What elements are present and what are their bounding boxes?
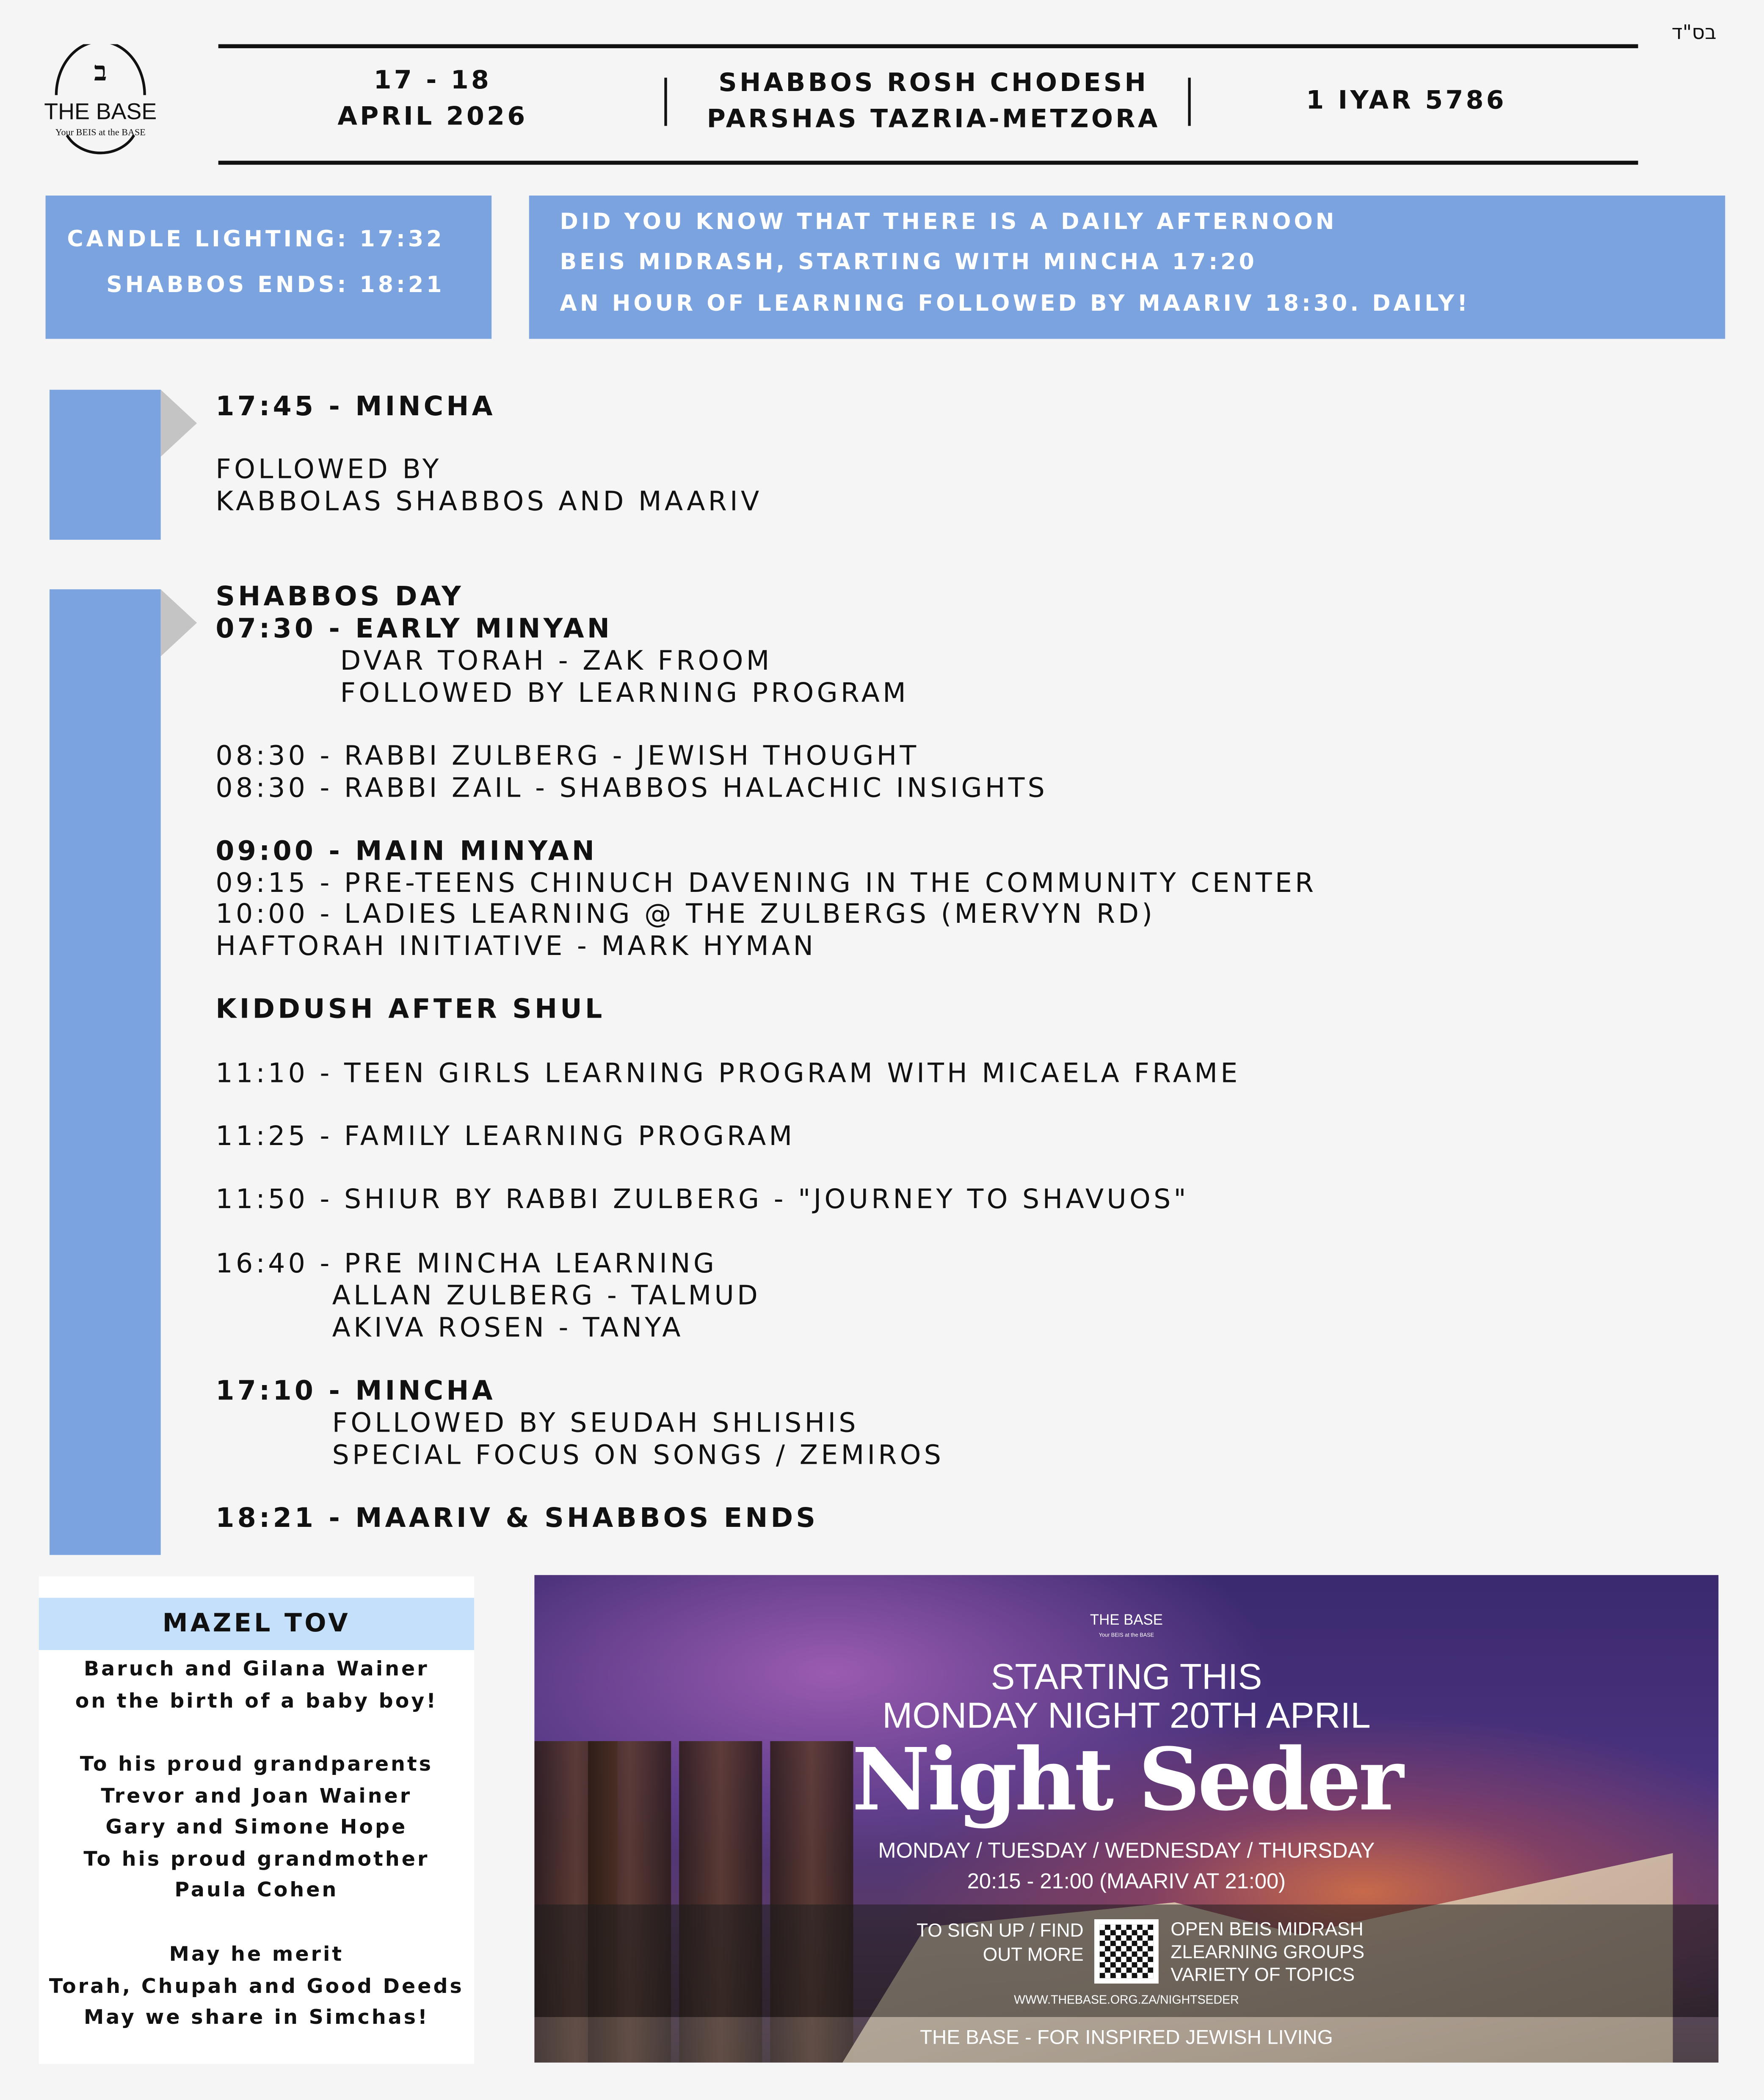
title-parsha: PARSHAS TAZRIA-METZORA	[707, 104, 1160, 134]
mazel-tov-line: To his proud grandmother	[83, 1847, 430, 1871]
header-divider	[664, 78, 667, 126]
header-date	[272, 63, 593, 135]
night-seder-poster	[534, 1575, 1718, 2063]
poster-time: 20:15 - 21:00 (MAARIV AT 21:00)	[967, 1871, 1286, 1894]
logo	[43, 44, 158, 159]
candle-lighting: CANDLE LIGHTING: 17:32	[67, 226, 445, 252]
mazel-tov-line: Trevor and Joan Wainer	[101, 1784, 412, 1808]
shabbos-ends: SHABBOS ENDS: 18:21	[106, 272, 445, 298]
poster-line1: STARTING THIS	[991, 1656, 1262, 1697]
schedule-item: 11:25 - FAMILY LEARNING PROGRAM	[215, 1120, 795, 1152]
schedule-item: KIDDUSH AFTER SHUL	[215, 992, 605, 1025]
poster-logo-tagline: Your BEIS at the BASE	[1099, 1631, 1154, 1638]
schedule-item: KABBOLAS SHABBOS AND MAARIV	[215, 485, 762, 517]
mazel-tov-line: May we share in Simchas!	[83, 2005, 429, 2029]
header-bottom-rule	[218, 161, 1638, 165]
schedule-item: AKIVA ROSEN - TANYA	[332, 1311, 684, 1344]
poster-title: Night Seder	[852, 1730, 1401, 1831]
poster-footer: THE BASE - FOR INSPIRED JEWISH LIVING	[920, 2026, 1333, 2049]
mazel-tov-line: on the birth of a baby boy!	[75, 1689, 438, 1713]
signup-line: OUT MORE	[983, 1943, 1084, 1965]
schedule-item: 11:10 - TEEN GIRLS LEARNING PROGRAM WITH MICAELA FRAME	[215, 1057, 1241, 1089]
bsd-mark: בס"ד	[1671, 20, 1717, 44]
header-title	[679, 66, 1188, 138]
shabbos-times-box	[46, 196, 492, 339]
schedule-item: ALLAN ZULBERG - TALMUD	[332, 1279, 761, 1311]
poster-line2: MONDAY NIGHT 20TH APRIL	[882, 1695, 1371, 1736]
schedule-item: 16:40 - PRE MINCHA LEARNING	[215, 1247, 718, 1279]
schedule-item: HAFTORAH INITIATIVE - MARK HYMAN	[215, 929, 817, 962]
signup-line: TO SIGN UP / FIND	[917, 1919, 1084, 1941]
logo-name: THE BASE	[44, 99, 157, 125]
header-top-rule	[218, 44, 1638, 48]
logo-letter: ב	[94, 55, 107, 87]
mazel-tov-line: Gary and Simone Hope	[105, 1815, 408, 1839]
schedule-item: 17:10 - MINCHA	[215, 1374, 496, 1407]
title-shabbos: SHABBOS ROSH CHODESH	[718, 68, 1149, 98]
schedule-item: SPECIAL FOCUS ON SONGS / ZEMIROS	[332, 1438, 944, 1471]
schedule-item: 08:30 - RABBI ZAIL - SHABBOS HALACHIC INSIGHTS	[215, 771, 1048, 804]
beis-midrash-notice	[529, 196, 1725, 339]
mazel-tov-title: MAZEL TOV	[162, 1608, 351, 1638]
feature-item: ZLEARNING GROUPS	[1170, 1940, 1365, 1962]
mazel-tov-line: May he merit	[169, 1942, 344, 1966]
features-list	[1170, 1918, 1364, 1986]
header-divider	[1188, 78, 1190, 126]
logo-tagline: Your BEIS at the BASE	[55, 127, 146, 138]
feature-item: VARIETY OF TOPICS	[1170, 1963, 1355, 1985]
date-days: 17 - 18	[373, 66, 492, 95]
shabbos-bar	[50, 589, 161, 1555]
mazel-tov-line: Torah, Chupah and Good Deeds	[49, 1974, 464, 1998]
signup-text	[869, 1918, 1083, 1966]
notice-line: AN HOUR OF LEARNING FOLLOWED BY MAARIV 18:30. DAILY!	[560, 290, 1471, 316]
schedule-item: 08:30 - RABBI ZULBERG - JEWISH THOUGHT	[215, 739, 919, 772]
poster-logo: THE BASE	[1090, 1612, 1163, 1629]
friday-bar	[50, 390, 161, 540]
schedule-item: 17:45 - MINCHA	[215, 389, 496, 422]
feature-item: OPEN BEIS MIDRASH	[1170, 1918, 1364, 1940]
schedule-item: 09:00 - MAIN MINYAN	[215, 834, 598, 867]
schedule-item: 10:00 - LADIES LEARNING @ THE ZULBERGS (MERVYN RD)	[215, 897, 1156, 930]
poster-url[interactable]: WWW.THEBASE.ORG.ZA/NIGHTSEDER	[1014, 1993, 1239, 2006]
schedule-item: 18:21 - MAARIV & SHABBOS ENDS	[215, 1501, 819, 1534]
schedule-item: FOLLOWED BY LEARNING PROGRAM	[340, 676, 909, 709]
notice-line: BEIS MIDRASH, STARTING WITH MINCHA 17:20	[560, 249, 1257, 275]
notice-line: DID YOU KNOW THAT THERE IS A DAILY AFTERNOON	[560, 209, 1337, 235]
schedule-item: 09:15 - PRE-TEENS CHINUCH DAVENING IN THE COMMUNITY CENTER	[215, 866, 1317, 899]
schedule-item: DVAR TORAH - ZAK FROOM	[340, 644, 773, 676]
schedule-item: 11:50 - SHIUR BY RABBI ZULBERG - "JOURNEY TO SHAVUOS"	[215, 1182, 1189, 1215]
date-month-year: APRIL 2026	[337, 102, 528, 132]
schedule-item: 07:30 - EARLY MINYAN	[215, 612, 613, 644]
arrow-icon	[161, 390, 197, 457]
qr-code-icon[interactable]	[1094, 1919, 1159, 1984]
hebrew-date: 1 IYAR 5786	[1306, 86, 1507, 116]
schedule-item: FOLLOWED BY SEUDAH SHLISHIS	[332, 1406, 859, 1439]
poster-days: MONDAY / TUESDAY / WEDNESDAY / THURSDAY	[878, 1840, 1375, 1863]
mazel-tov-line: Paula Cohen	[174, 1877, 339, 1902]
mazel-tov-line: To his proud grandparents	[80, 1752, 433, 1776]
schedule-item: FOLLOWED BY	[215, 453, 442, 485]
arrow-icon	[161, 589, 197, 656]
schedule-heading: SHABBOS DAY	[215, 580, 464, 612]
mazel-tov-line: Baruch and Gilana Wainer	[83, 1656, 429, 1681]
